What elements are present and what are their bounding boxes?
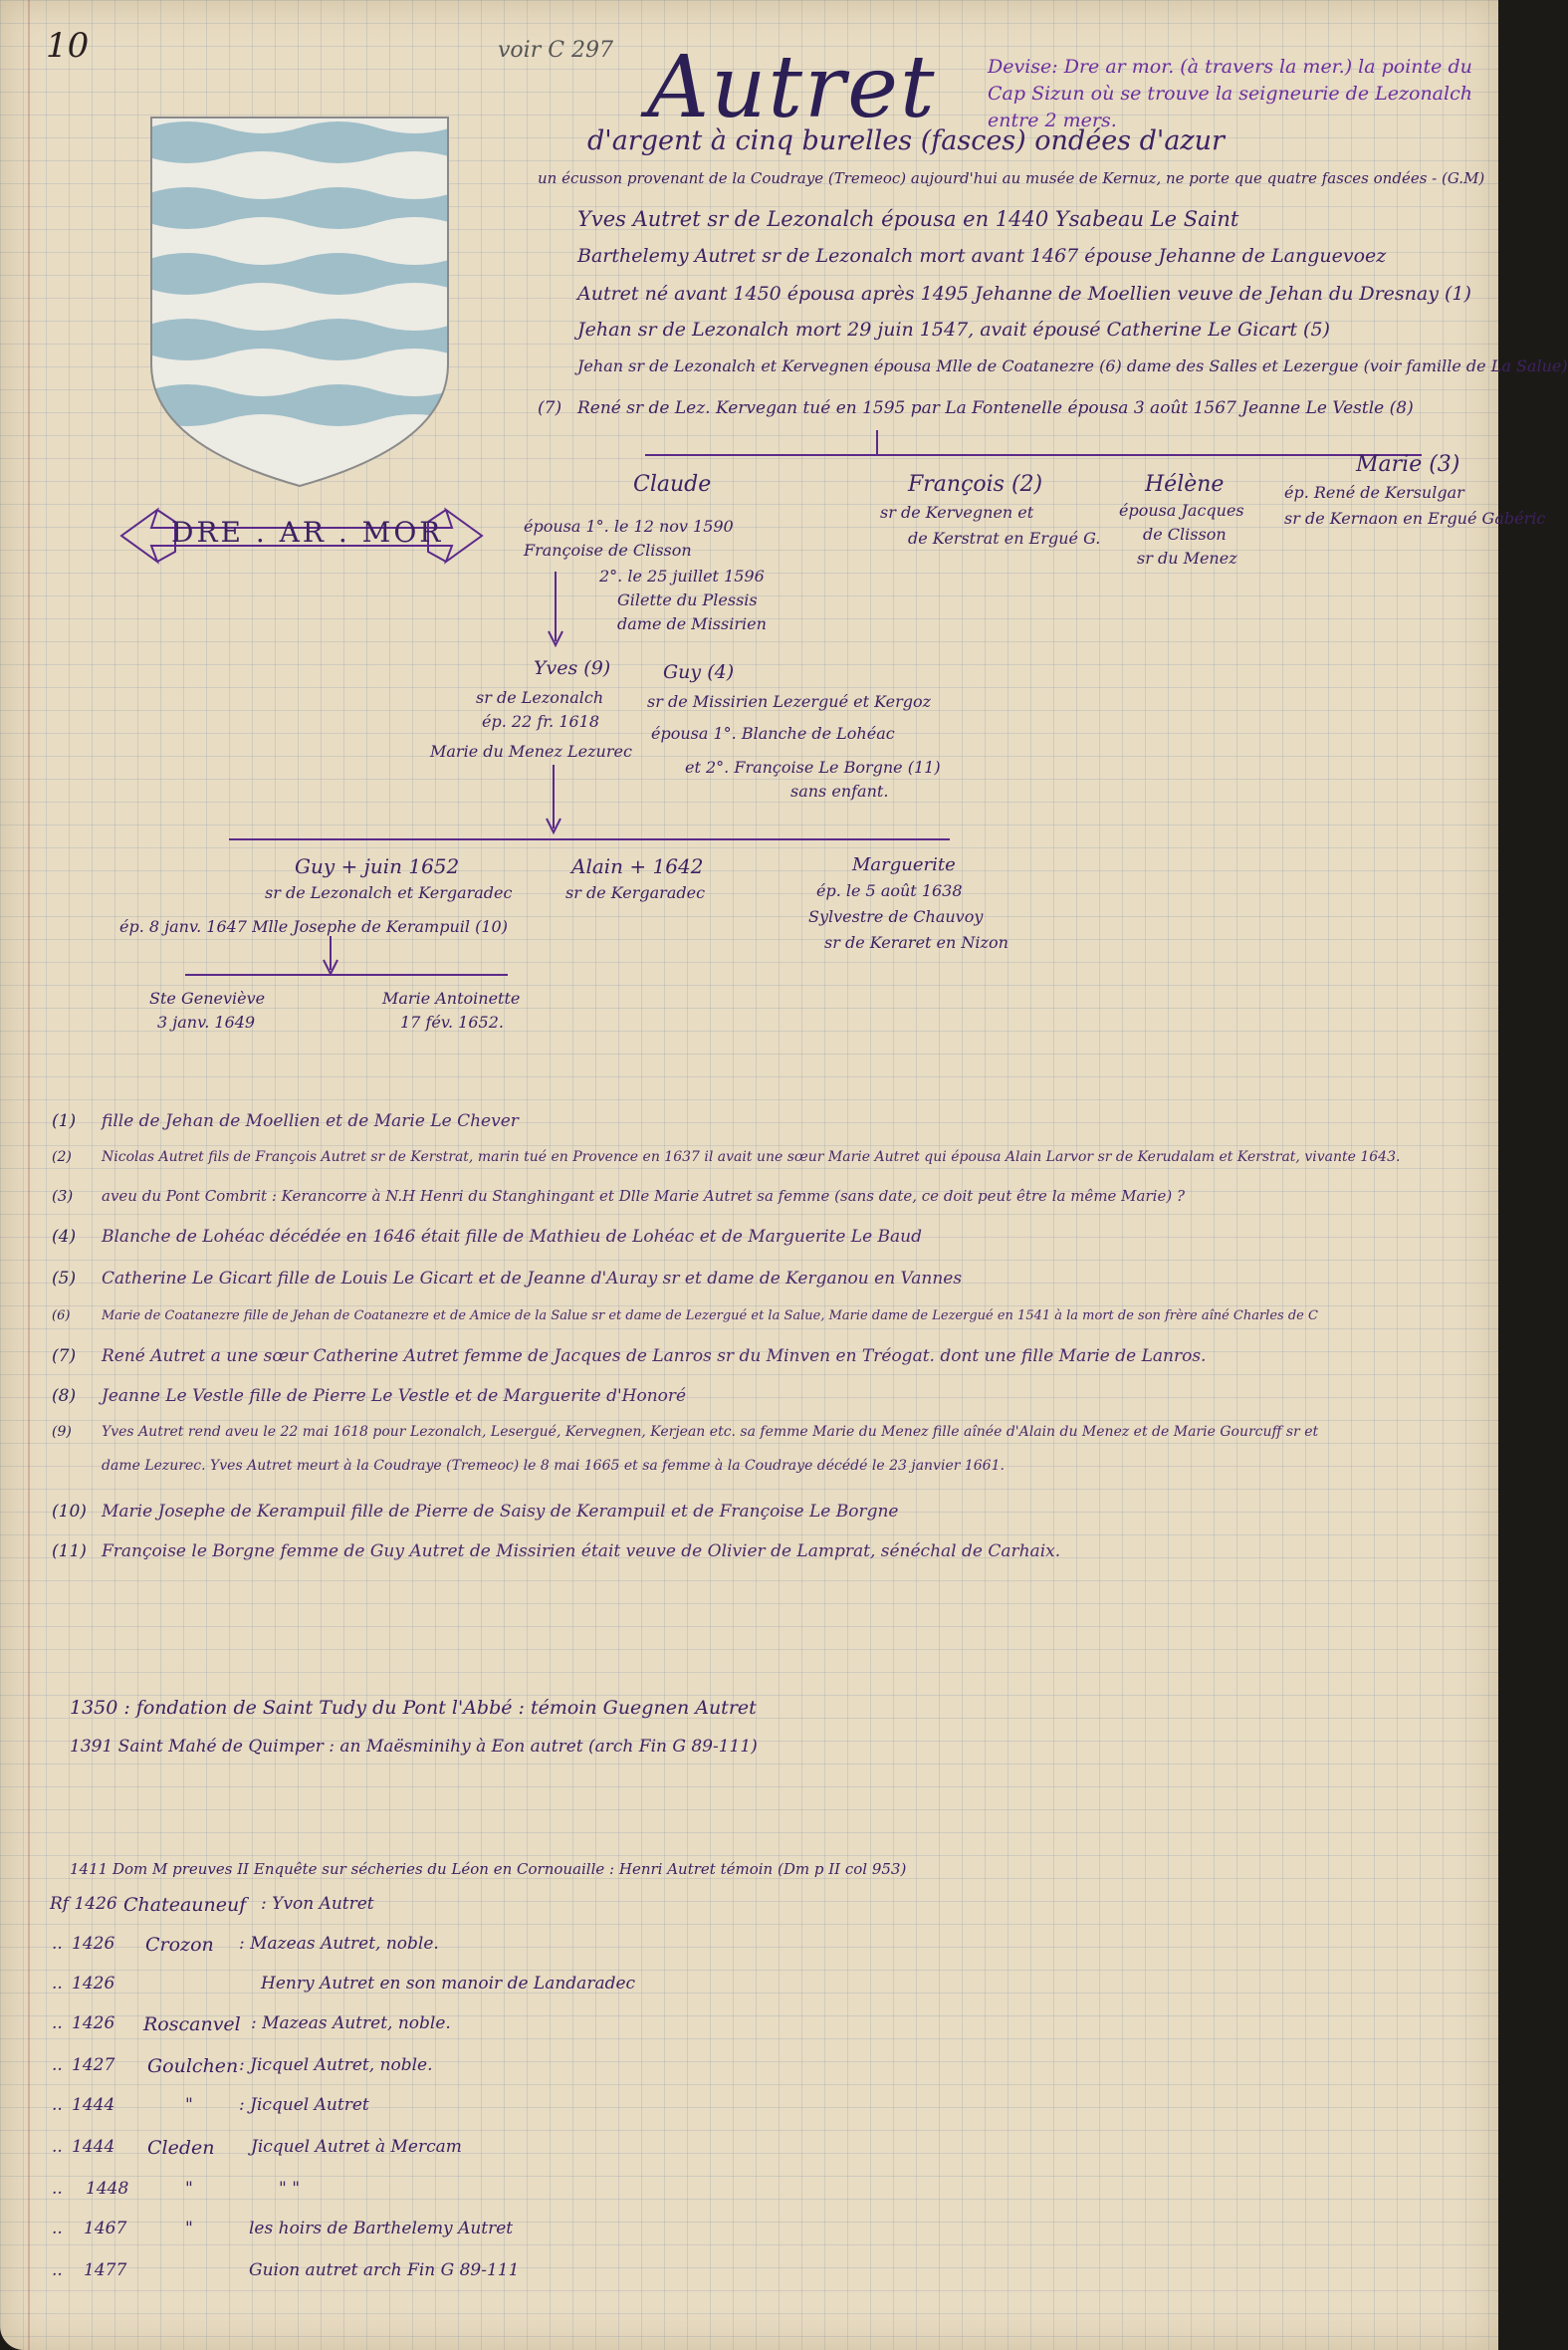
child-detail: Françoise de Clisson (524, 541, 692, 560)
grandchild-name: Guy + juin 1652 (295, 854, 460, 878)
descent-arrow (544, 765, 563, 834)
devise-text: Devise: Dre ar mor. (à travers la mer.) la pointe du Cap Sizun où se trouve la seigneurie de Lezonalch entre 2 mers. (988, 56, 1472, 131)
grandchild-detail: sr de Kergaradec (565, 883, 706, 902)
footnote-number: (2) (52, 1149, 72, 1165)
ledger-year: 1477 (84, 2260, 127, 2280)
ledger-place: Cleden (147, 2137, 215, 2159)
ecusson-note: un écusson provenant de la Coudraye (Tremeoc) aujourd'hui au musée de Kernuz, ne porte que quatre fasces ondées - (G.M) (538, 169, 1485, 187)
motto-text: DRE . AR . MOR (171, 516, 444, 549)
ledger-year: 1426 (72, 1974, 115, 1994)
grandchild-detail: ép. 8 janv. 1647 Mlle Josephe de Kerampuil (10) (119, 917, 508, 936)
ledger-year: 1426 (72, 2013, 115, 2033)
child-name: Marie (3) (1356, 452, 1460, 477)
grandchild-name: Marguerite (852, 854, 956, 875)
footnote-number: (3) (52, 1187, 74, 1205)
tree-connector (876, 430, 878, 454)
ledger-entry: : Jicquel Autret (239, 2095, 369, 2115)
footnote-text: Nicolas Autret fils de François Autret sr de Kerstrat, marin tué en Provence en 1637 il avait une sœur Marie Autret qui épousa Alain Larvor sr de Kerudalam et Kerstrat, vivante 1643. (102, 1149, 1401, 1165)
ledger-prefix: .. (52, 2219, 63, 2238)
ledger-entry: Guion autret arch Fin G 89-111 (249, 2260, 520, 2280)
reference-note: voir C 297 (498, 38, 614, 63)
child-name: François (2) (908, 472, 1043, 497)
child-detail: de Kerstrat en Ergué G. (908, 529, 1101, 548)
footnote-number: (7) (52, 1346, 77, 1366)
footnote (52, 1187, 1185, 1205)
blazon-text: d'argent à cinq burelles (fasces) ondées d'azur (587, 125, 1225, 156)
descent-arrow (546, 572, 565, 647)
grandchild-detail: ép. le 5 août 1638 (816, 881, 963, 900)
great-grandchild-name: Marie Antoinette (382, 989, 521, 1008)
child-detail: épousa Jacques (1119, 501, 1244, 520)
footnote-text: Jeanne Le Vestle fille de Pierre Le Vestle et de Marguerite d'Honoré (102, 1386, 687, 1406)
footnote (52, 1458, 1005, 1474)
lineage-line: Yves Autret sr de Lezonalch épousa en 1440 Ysabeau Le Saint (577, 207, 1239, 231)
ledger-prefix: .. (52, 2013, 63, 2033)
ledger-prefix: .. (52, 2095, 63, 2115)
child-name: Claude (633, 472, 712, 497)
yves-detail: ép. 22 fr. 1618 (482, 712, 600, 731)
ledger-entry: : Mazeas Autret, noble. (239, 1934, 439, 1954)
great-grandchild-detail: 17 fév. 1652. (400, 1013, 504, 1032)
claude-second-marriage: 2°. le 25 juillet 1596 (599, 567, 765, 586)
child-detail: sr de Kernaon en Ergué Gabéric (1284, 509, 1546, 528)
footnote-text: aveu du Pont Combrit : Kerancorre à N.H Henri du Stanghingant et Dlle Marie Autret sa femme (sans date, ce doit peut être la même Marie) ? (102, 1187, 1185, 1205)
footnote-text: dame Lezurec. Yves Autret meurt à la Coudraye (Tremeoc) le 8 mai 1665 et sa femme à la Coudraye décédé le 23 janvier 1661. (102, 1458, 1005, 1474)
ledger-year: 1444 (72, 2095, 115, 2115)
footnote (52, 1269, 962, 1289)
child-detail: sr du Menez (1137, 549, 1237, 568)
ledger-place: Chateauneuf (123, 1894, 247, 1916)
footnote-text: Marie Josephe de Kerampuil fille de Pierre de Saisy de Kerampuil et de Françoise Le Borgne (102, 1502, 899, 1522)
footnote-text: Yves Autret rend aveu le 22 mai 1618 pour Lezonalch, Lesergué, Kervegnen, Kerjean etc. sa femme Marie du Menez fille aînée d'Alain du Menez et de Marie Gourcuff sr et (102, 1424, 1319, 1440)
yves-detail: Marie du Menez Lezurec (430, 742, 632, 761)
ledger-prefix: .. (52, 1934, 63, 1954)
guy-detail: sr de Missirien Lezergué et Kergoz (647, 692, 932, 711)
footnote-text: Marie de Coatanezre fille de Jehan de Coatanezre et de Amice de la Salue sr et dame de Lezergué et la Salue, Marie dame de Lezergué en 1541 à la mort de son frère aîné Charles de C (102, 1308, 1318, 1323)
coat-of-arms-shield (149, 116, 450, 488)
footnote-number: (9) (52, 1424, 72, 1440)
claude-second-marriage: dame de Missirien (617, 614, 767, 633)
ledger-year: 1427 (72, 2055, 115, 2075)
ledger-place: " (185, 2219, 193, 2238)
footnote-text: Catherine Le Gicart fille de Louis Le Gicart et de Jeanne d'Auray sr et dame de Kerganou en Vannes (102, 1269, 963, 1289)
margin-line (28, 0, 30, 2350)
great-grandchild-detail: 3 janv. 1649 (157, 1013, 256, 1032)
ledger-entry: : Jicquel Autret, noble. (239, 2055, 433, 2075)
footnote-text: René Autret a une sœur Catherine Autret femme de Jacques de Lanros sr du Minven en Tréogat. dont une fille Marie de Lanros. (102, 1346, 1207, 1366)
child-detail: de Clisson (1143, 525, 1227, 544)
footnote (52, 1111, 519, 1131)
ledger-place: " (185, 2179, 193, 2199)
footnote-number: (8) (52, 1386, 77, 1406)
ledger-prefix: .. (52, 1974, 63, 1994)
footnote-number: (5) (52, 1269, 77, 1289)
tree-connector (229, 838, 950, 840)
guy-detail: épousa 1°. Blanche de Lohéac (651, 724, 895, 743)
ledger-place: Goulchen (147, 2055, 239, 2077)
footnote-number: (4) (52, 1227, 77, 1247)
ledger-year: 1448 (86, 2179, 129, 2199)
footnote (52, 1386, 686, 1406)
page-number: 10 (46, 26, 90, 66)
footnote (52, 1346, 1206, 1366)
guy-detail: sans enfant. (790, 782, 889, 801)
footnote-number: (10) (52, 1502, 87, 1522)
lineage-line: René sr de Lez. Kervegan tué en 1595 par La Fontenelle épousa 3 août 1567 Jeanne Le Vestle (8) (577, 398, 1414, 418)
ledger-prefix: .. (52, 2260, 63, 2280)
footnote (52, 1502, 899, 1522)
grandchild-detail: Sylvestre de Chauvoy (808, 907, 984, 926)
ledger-entry: : Mazeas Autret, noble. (251, 2013, 451, 2033)
lineage-line: Barthelemy Autret sr de Lezonalch mort avant 1467 épouse Jehanne de Languevoez (577, 245, 1387, 267)
ledger-prefix: .. (52, 2179, 63, 2199)
footnote-text: fille de Jehan de Moellien et de Marie Le Chever (102, 1111, 519, 1131)
footnote-text: Blanche de Lohéac décédée en 1646 était fille de Mathieu de Lohéac et de Marguerite Le Baud (102, 1227, 923, 1247)
ledger-entry: Jicquel Autret à Mercam (251, 2137, 462, 2157)
ledger-entry: : Yvon Autret (261, 1894, 374, 1914)
ledger-prefix: .. (52, 2055, 63, 2075)
ledger-place: Roscanvel (143, 2013, 241, 2035)
footnote (52, 1227, 922, 1247)
descent-arrow (321, 936, 340, 976)
ledger-prefix: Rf 1426 (50, 1894, 117, 1914)
grandchild-name: Alain + 1642 (571, 854, 704, 878)
guy-detail: et 2°. Françoise Le Borgne (11) (685, 758, 941, 777)
great-grandchild-name: Ste Geneviève (149, 989, 266, 1008)
ledger-header: 1411 Dom M preuves II Enquête sur sécheries du Léon en Cornouaille : Henri Autret témoin (Dm p II col 953) (70, 1860, 907, 1878)
ledger-place: " (185, 2095, 193, 2115)
tree-connector (645, 454, 1422, 456)
lineage-line: Autret né avant 1450 épousa après 1495 Jehanne de Moellien veuve de Jehan du Dresnay (1) (577, 283, 1471, 305)
footnote (52, 1149, 1400, 1165)
source-line: 1350 : fondation de Saint Tudy du Pont l'Abbé : témoin Guegnen Autret (70, 1697, 757, 1719)
guy-name: Guy (4) (663, 661, 735, 683)
yves-detail: sr de Lezonalch (476, 688, 604, 707)
ledger-year: 1444 (72, 2137, 115, 2157)
lineage-line: Jehan sr de Lezonalch et Kervegnen épousa Mlle de Coatanezre (6) dame des Salles et Lezergue (voir famille de La Salue) (577, 356, 1568, 375)
ledger-prefix: .. (52, 2137, 63, 2157)
grandchild-detail: sr de Lezonalch et Kergaradec (265, 883, 513, 902)
child-detail: sr de Kervegnen et (880, 503, 1034, 522)
ledger-year: 1467 (84, 2219, 127, 2238)
ledger-entry: les hoirs de Barthelemy Autret (249, 2219, 514, 2238)
yves-name: Yves (9) (534, 657, 611, 679)
child-detail: épousa 1°. le 12 nov 1590 (524, 517, 734, 536)
ledger-year: 1426 (72, 1934, 115, 1954)
footnote (52, 1424, 1318, 1440)
footnote-number: (6) (52, 1308, 71, 1323)
footnote-number: (11) (52, 1541, 87, 1561)
child-detail: ép. René de Kersulgar (1284, 483, 1464, 502)
child-name: Hélène (1145, 472, 1225, 497)
claude-second-marriage: Gilette du Plessis (617, 590, 758, 609)
ledger-entry: " " (279, 2179, 301, 2199)
ledger-entry: Henry Autret en son manoir de Landaradec (261, 1974, 636, 1994)
lineage-line: Jehan sr de Lezonalch mort 29 juin 1547, avait épousé Catherine Le Gicart (5) (577, 319, 1330, 341)
lineage-marker: (7) (538, 398, 562, 418)
tree-connector (185, 974, 508, 976)
footnote-text: Françoise le Borgne femme de Guy Autret de Missirien était veuve de Olivier de Lamprat, sénéchal de Carhaix. (102, 1541, 1061, 1561)
footnote (52, 1308, 1318, 1323)
footnote-number: (1) (52, 1111, 77, 1131)
footnote (52, 1541, 1060, 1561)
family-title: Autret (647, 38, 937, 137)
grandchild-detail: sr de Keraret en Nizon (824, 933, 1008, 952)
ledger-place: Crozon (145, 1934, 214, 1956)
source-line: 1391 Saint Mahé de Quimper : an Maësminihy à Eon autret (arch Fin G 89-111) (70, 1737, 758, 1757)
